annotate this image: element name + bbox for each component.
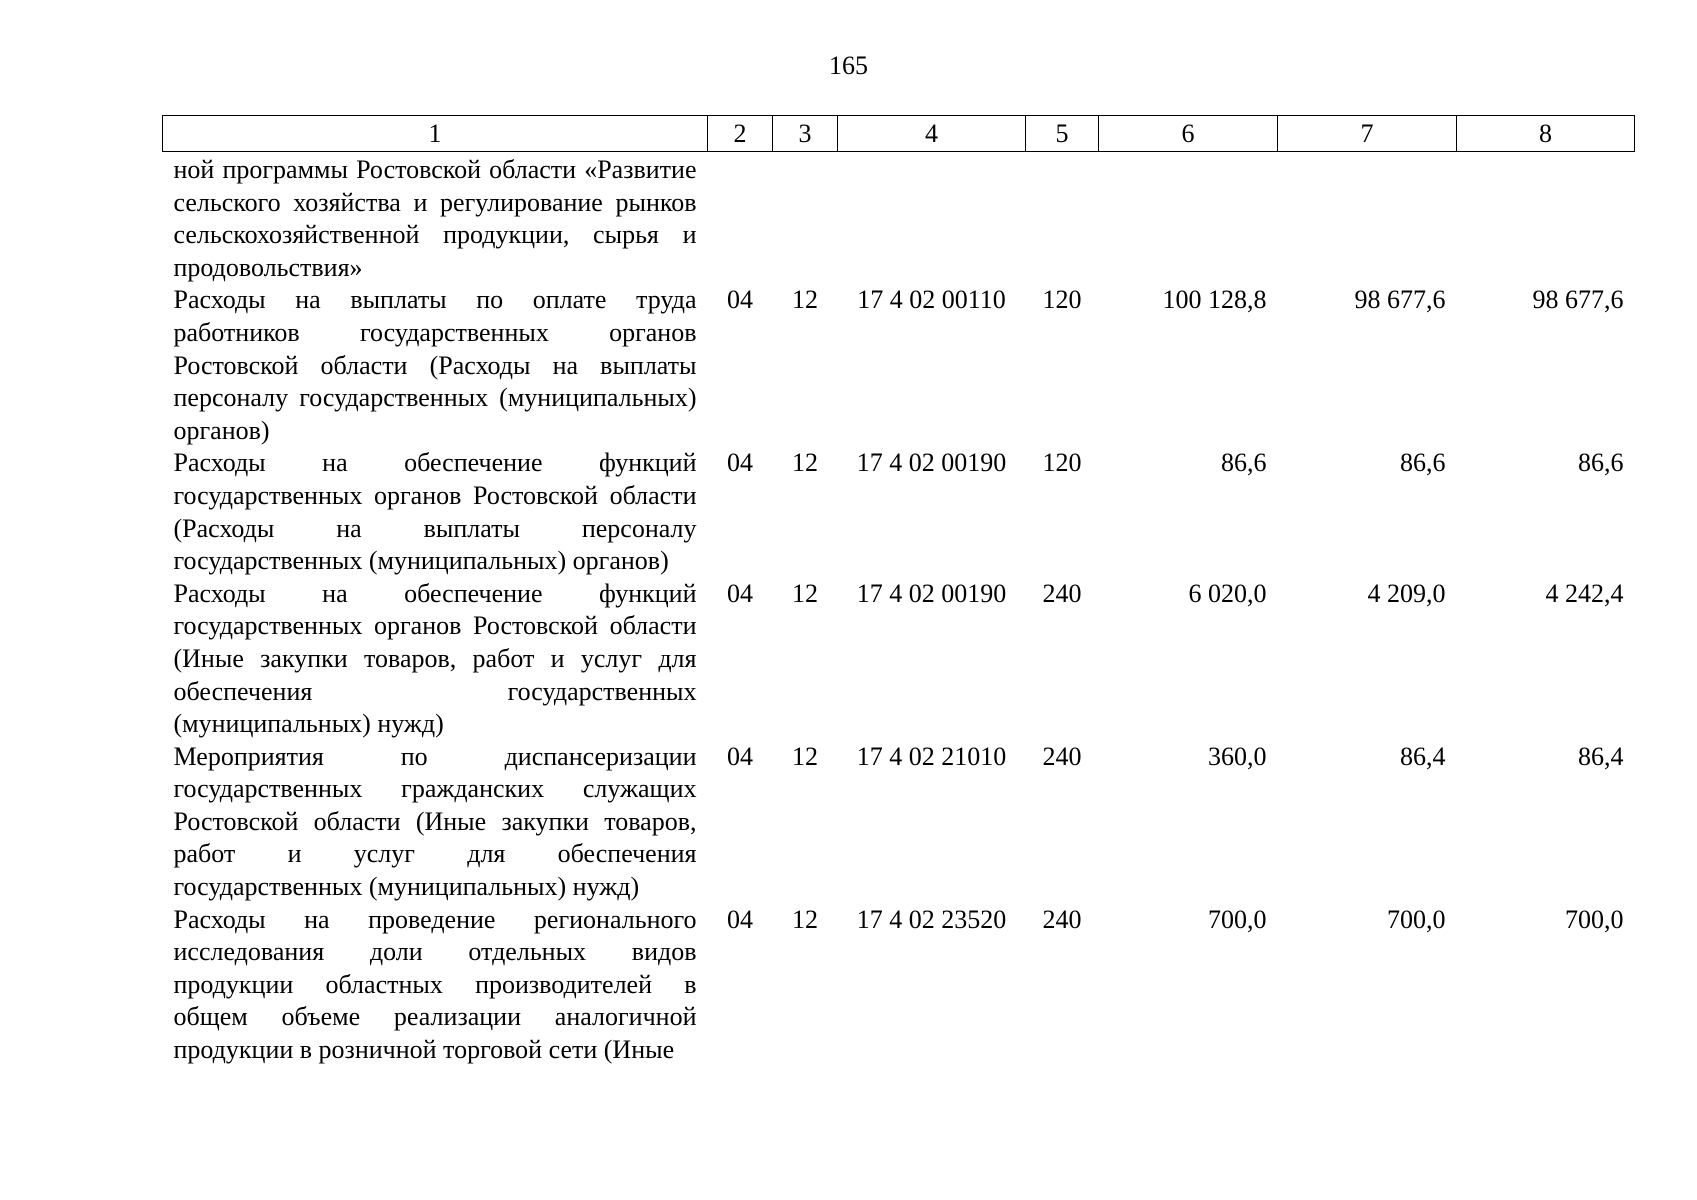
row-target-article: 17 4 02 00110 (857, 285, 1006, 315)
table-row (163, 578, 1635, 741)
row-value-col6: 700,0 (1208, 904, 1267, 934)
row-value-col6: 86,6 (1221, 448, 1267, 478)
row-subsection: 12 (792, 448, 818, 478)
row-subsection: 12 (792, 285, 818, 315)
row-value-col7: 700,0 (1387, 904, 1446, 934)
row-expense-type: 240 (1042, 578, 1082, 608)
header-row (163, 116, 1635, 152)
column-header-4: 4 (838, 116, 1026, 152)
column-header-2: 2 (708, 116, 773, 152)
row-name: ной программы Ростовской области «Развитие сельского хозяйства и регулирование рынков сельскохозяйственной продукции, сырья и продовольствия» (173, 155, 697, 282)
row-name: Расходы на проведение регионального исследования доли отдельных видов продукции областных производителей в общем объеме реализации аналогичной продукции в розничной торговой сети (Иные (173, 904, 697, 1065)
table-header (163, 116, 1635, 152)
page-number: 165 (829, 51, 868, 80)
row-section: 04 (727, 448, 753, 478)
row-value-col8: 700,0 (1565, 904, 1624, 934)
row-name: Расходы на обеспечение функций государственных органов Ростовской области (Иные закупки товаров, работ и услуг для обеспечения государственных (муниципальных) нужд) (173, 578, 697, 739)
row-value-col6: 100 128,8 (1162, 285, 1267, 315)
row-expense-type: 120 (1042, 285, 1082, 315)
table-row (163, 904, 1635, 1067)
row-subsection: 12 (792, 741, 818, 771)
row-value-col8: 4 242,4 (1545, 578, 1624, 608)
table-row (163, 447, 1635, 577)
row-value-col8 (1457, 152, 1635, 285)
row-expense-type: 240 (1042, 904, 1082, 934)
row-value-col6: 360,0 (1208, 741, 1267, 771)
row-value-col7 (1278, 152, 1457, 285)
row-name: Расходы на выплаты по оплате труда работников государственных органов Ростовской области (Расходы на выплаты персоналу государственных (муниципальных) органов) (173, 285, 697, 445)
row-subsection (773, 152, 838, 285)
row-target-article: 17 4 02 00190 (856, 448, 1007, 478)
column-header-7: 7 (1278, 116, 1457, 152)
row-name: Расходы на обеспечение функций государственных органов Ростовской области (Расходы на выплаты персоналу государственных (муниципальных) органов) (173, 448, 697, 576)
column-header-8: 8 (1457, 116, 1635, 152)
row-name: Мероприятия по диспансеризации государственных гражданских служащих Ростовской области (Иные закупки товаров, работ и услуг для обеспечения государственных (муниципальных) нужд) (173, 741, 697, 902)
row-subsection: 12 (792, 578, 818, 608)
column-header-3: 3 (773, 116, 838, 152)
row-value-col7: 86,4 (1400, 741, 1446, 771)
row-value-col6: 6 020,0 (1188, 578, 1267, 608)
table-body (163, 152, 1635, 1067)
table-row (163, 284, 1635, 447)
row-section: 04 (727, 904, 753, 934)
budget-table (162, 115, 1635, 1067)
row-target-article: 17 4 02 21010 (856, 741, 1007, 771)
row-target-article: 17 4 02 23520 (856, 904, 1007, 934)
column-header-1: 1 (163, 116, 708, 152)
row-section: 04 (727, 578, 753, 608)
row-section (708, 152, 773, 285)
row-value-col8: 86,6 (1578, 448, 1624, 478)
column-header-5: 5 (1026, 116, 1099, 152)
column-header-6: 6 (1099, 116, 1278, 152)
table-row (163, 152, 1635, 285)
row-expense-type: 240 (1042, 741, 1082, 771)
row-section: 04 (727, 741, 753, 771)
row-section: 04 (727, 285, 753, 315)
row-value-col7: 4 209,0 (1367, 578, 1446, 608)
row-value-col7: 98 677,6 (1354, 285, 1446, 315)
row-target-article (838, 152, 1026, 285)
table-row (163, 741, 1635, 904)
row-target-article: 17 4 02 00190 (856, 578, 1007, 608)
row-expense-type: 120 (1042, 448, 1082, 478)
row-value-col6 (1099, 152, 1278, 285)
row-subsection: 12 (792, 904, 818, 934)
row-value-col7: 86,6 (1400, 448, 1446, 478)
row-expense-type (1026, 152, 1099, 285)
row-value-col8: 98 677,6 (1532, 285, 1624, 315)
row-value-col8: 86,4 (1578, 741, 1624, 771)
